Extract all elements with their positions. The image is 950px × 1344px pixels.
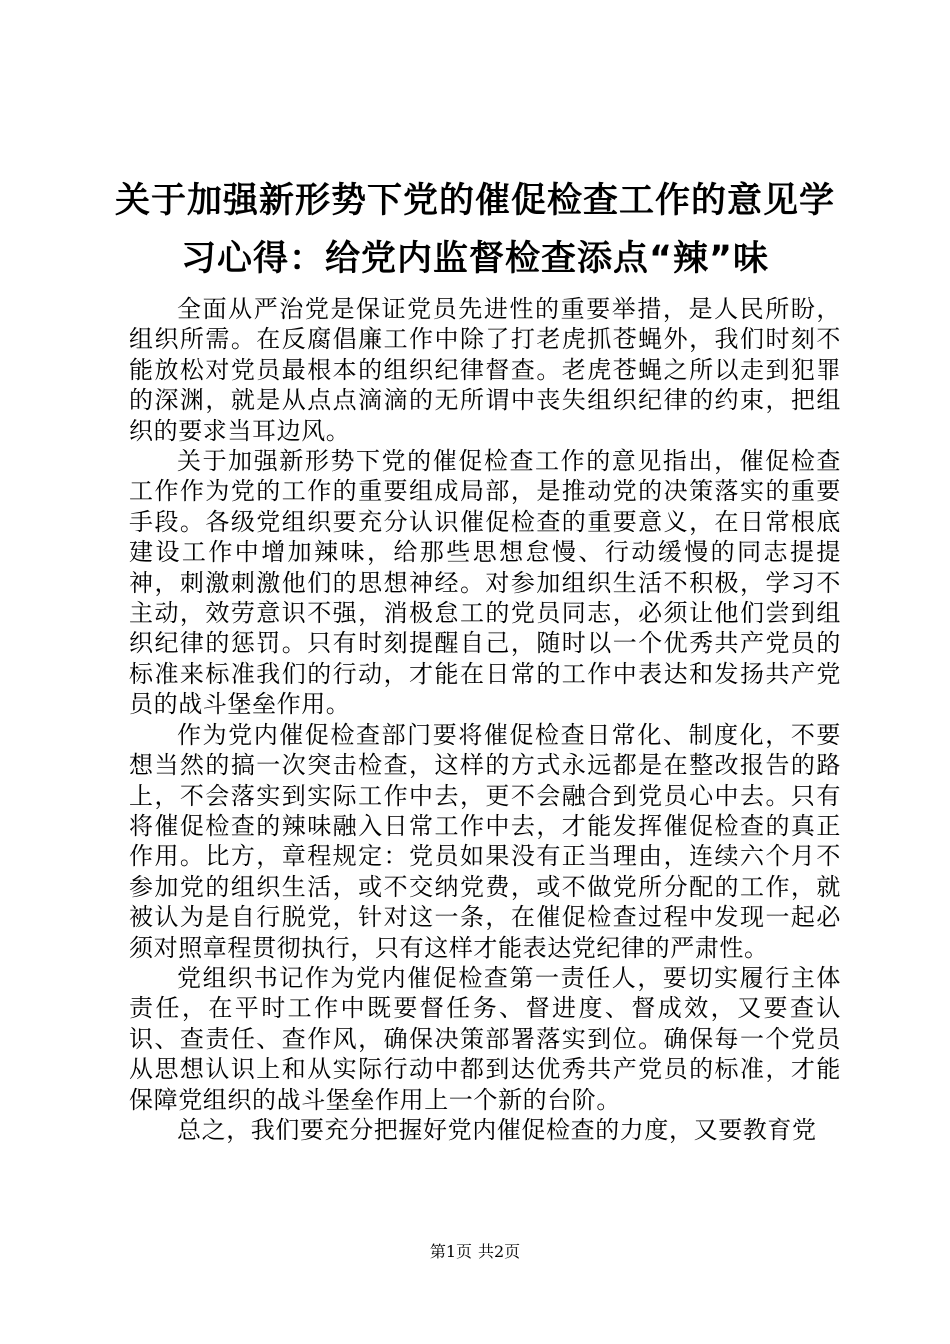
paragraph: 作为党内催促检查部门要将催促检查日常化、制度化，不要想当然的搞一次突击检查，这样的方式永远都是在整改报告的路上，不会落实到实际工作中去，更不会融合到党员心中去。只有将催促检查的辣味融入日常工作中去，才能发挥催促检查的真正作用。比方，章程规定：党员如果没有正当理由，连续六个月不参加党的组织生活，或不交纳党费，或不做党所分配的工作，就被认为是自行脱党，针对这一条，在催促检查过程中发现一起必须对照章程贯彻执行，只有这样才能表达党纪律的严肃性。 xyxy=(129,720,841,962)
paragraph: 总之，我们要充分把握好党内催促检查的力度，又要教育党 xyxy=(177,1115,817,1144)
document-title: 关于加强新形势下党的催促检查工作的意见学习心得：给党内监督检查添点“辣”味 xyxy=(114,181,835,279)
page-footer xyxy=(0,1242,950,1262)
paragraph: 党组织书记作为党内催促检查第一责任人，要切实履行主体责任，在平时工作中既要督任务、督进度、督成效，又要查认识、查责任、查作风，确保决策部署落实到位。确保每一个党员从思想认识上和从实际行动中都到达优秀共产党员的标准，才能保障党组织的战斗堡垒作用上一个新的台阶。 xyxy=(129,963,841,1114)
page-total: 共2页 xyxy=(478,1242,521,1261)
page-number: 第1页 xyxy=(429,1242,472,1261)
document-body xyxy=(129,294,841,1145)
paragraph: 关于加强新形势下党的催促检查工作的意见指出，催促检查工作作为党的工作的重要组成局部，是推动党的决策落实的重要手段。各级党组织要充分认识催促检查的重要意义，在日常根底建设工作中增加辣味，给那些思想怠慢、行动缓慢的同志提提神，刺激刺激他们的思想神经。对参加组织生活不积极，学习不主动，效劳意识不强，消极怠工的党员同志，必须让他们尝到组织纪律的惩罚。只有时刻提醒自己，随时以一个优秀共产党员的标准来标准我们的行动，才能在日常的工作中表达和发扬共产党员的战斗堡垒作用。 xyxy=(129,447,841,719)
paragraph: 全面从严治党是保证党员先进性的重要举措，是人民所盼，组织所需。在反腐倡廉工作中除了打老虎抓苍蝇外，我们时刻不能放松对党员最根本的组织纪律督查。老虎苍蝇之所以走到犯罪的深渊，就是从点点滴滴的无所谓中丧失组织纪律的约束，把组织的要求当耳边风。 xyxy=(129,295,841,445)
